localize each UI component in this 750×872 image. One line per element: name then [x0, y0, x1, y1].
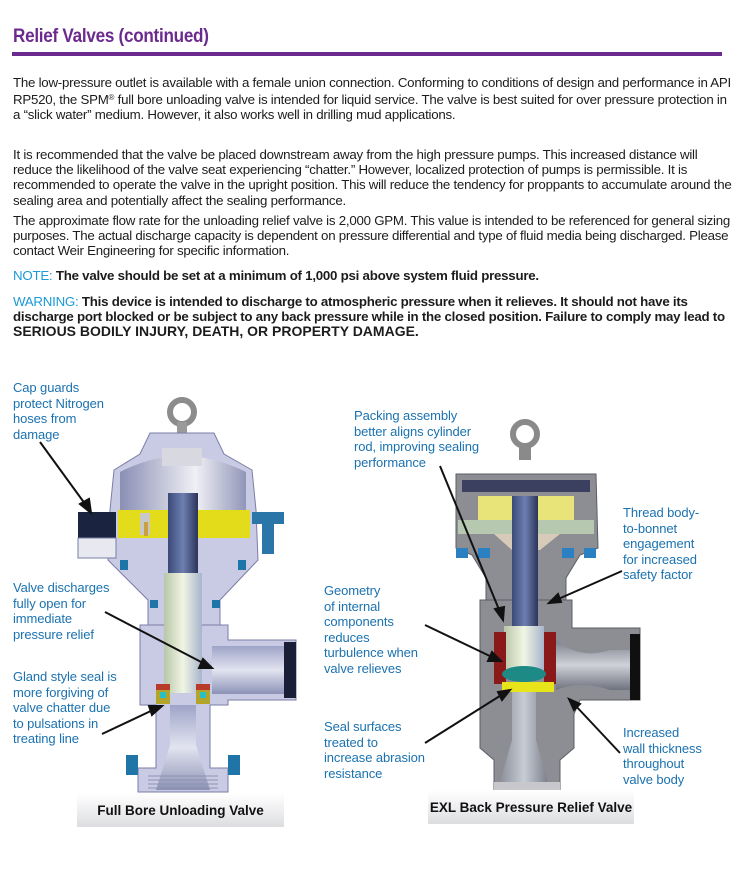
callout-cap-guards [13, 380, 104, 442]
callout-line: components [324, 614, 394, 629]
callout-line: Gland style seal is [13, 669, 117, 684]
note-label: NOTE: [13, 268, 53, 283]
callout-line: valve chatter due [13, 700, 111, 715]
callout-line: treating line [13, 731, 79, 746]
callout-line: engagement [623, 536, 695, 551]
paragraph-outlet-text-a: The low-pressure outlet is available with a female union connection. Conforming to conditions of design and performance in API RP520, the SPM [13, 75, 731, 108]
callout-packing-assembly [354, 408, 479, 470]
warning-label: WARNING: [13, 294, 79, 309]
callout-geometry [324, 583, 418, 676]
warning-emphasis: SERIOUS BODILY INJURY, DEATH, OR PROPERTY DAMAGE. [13, 323, 419, 340]
callout-thread-engagement [623, 505, 699, 583]
registered-mark: ® [108, 93, 115, 103]
callout-line: turbulence when [324, 645, 418, 660]
callout-line: safety factor [623, 567, 693, 582]
caption-full-bore-valve: Full Bore Unloading Valve [77, 793, 284, 827]
callout-line: damage [13, 426, 60, 442]
callout-line: reduces [324, 629, 370, 645]
callout-line: for increased [623, 551, 697, 567]
callout-line: treated to [324, 734, 378, 750]
paragraph-placement: It is recommended that the valve be placed downstream away from the high pressure pumps. This increased distance will reduce the likelihood of the valve seat experiencing “chatter.” However, localized protection of pumps is permissible. It is recommended to operate the valve in the upright position. This will reduce the tendency for proppants to accumulate around the sealing area and potentially affect the sealing performance. [13, 147, 732, 208]
note-text: The valve should be set at a minimum of 1,000 psi above system fluid pressure. [52, 268, 539, 283]
paragraph-outlet-text-b: full bore unloading valve is intended for liquid service. The valve is best suited for over pressure protection in a “slick water” medium. However, it also works well in drilling mud applications. [13, 92, 727, 123]
callout-line: hoses from [13, 411, 77, 426]
callout-line: rod, improving sealing [354, 439, 479, 454]
callout-line: of internal [324, 598, 380, 614]
callout-line: Geometry [324, 583, 381, 598]
callout-valve-discharges [13, 580, 109, 642]
callout-line: Seal surfaces [324, 719, 402, 734]
callout-line: wall thickness [623, 740, 702, 756]
callout-line: resistance [324, 765, 383, 781]
callout-line: Cap guards [13, 380, 80, 395]
callout-line: to pulsations in [13, 715, 99, 731]
callout-line: performance [354, 454, 426, 470]
callout-line: fully open for [13, 595, 87, 611]
exl-valve-drawing [425, 422, 640, 792]
callout-line: Valve discharges [13, 580, 110, 595]
callout-line: valve relieves [324, 660, 402, 676]
callout-seal-surfaces [324, 719, 425, 781]
callout-line: Packing assembly [354, 408, 458, 423]
callout-line: better aligns cylinder [354, 423, 472, 439]
callout-gland-seal [13, 669, 117, 747]
callout-line: more forgiving of [13, 684, 109, 700]
callout-line: pressure relief [13, 626, 94, 642]
callout-line: throughout [623, 756, 685, 771]
paragraph-flow-rate: The approximate flow rate for the unloading relief valve is 2,000 GPM. This value is intended to be referenced for general sizing purposes. The actual discharge capacity is dependent on pressure differential and type of fluid media being discharged. Please contact Weir Engineering for specific information. [13, 213, 730, 259]
callout-line: valve body [623, 771, 685, 787]
callout-line: increase abrasion [324, 750, 425, 765]
callout-line: Increased [623, 725, 680, 740]
callout-wall-thickness [623, 725, 702, 787]
page-title: Relief Valves (continued) [13, 26, 209, 47]
callout-line: Thread body- [623, 505, 700, 520]
callout-line: protect Nitrogen [13, 395, 104, 411]
callout-line: to-bonnet [623, 520, 678, 536]
callout-line: immediate [13, 611, 73, 626]
warning-text: This device is intended to discharge to atmospheric pressure when it relieves. It should not have its discharge port blocked or be subject to any back pressure while in the closed position. Failure to comply may lead to [13, 294, 725, 325]
caption-exl-valve: EXL Back Pressure Relief Valve [428, 790, 634, 824]
